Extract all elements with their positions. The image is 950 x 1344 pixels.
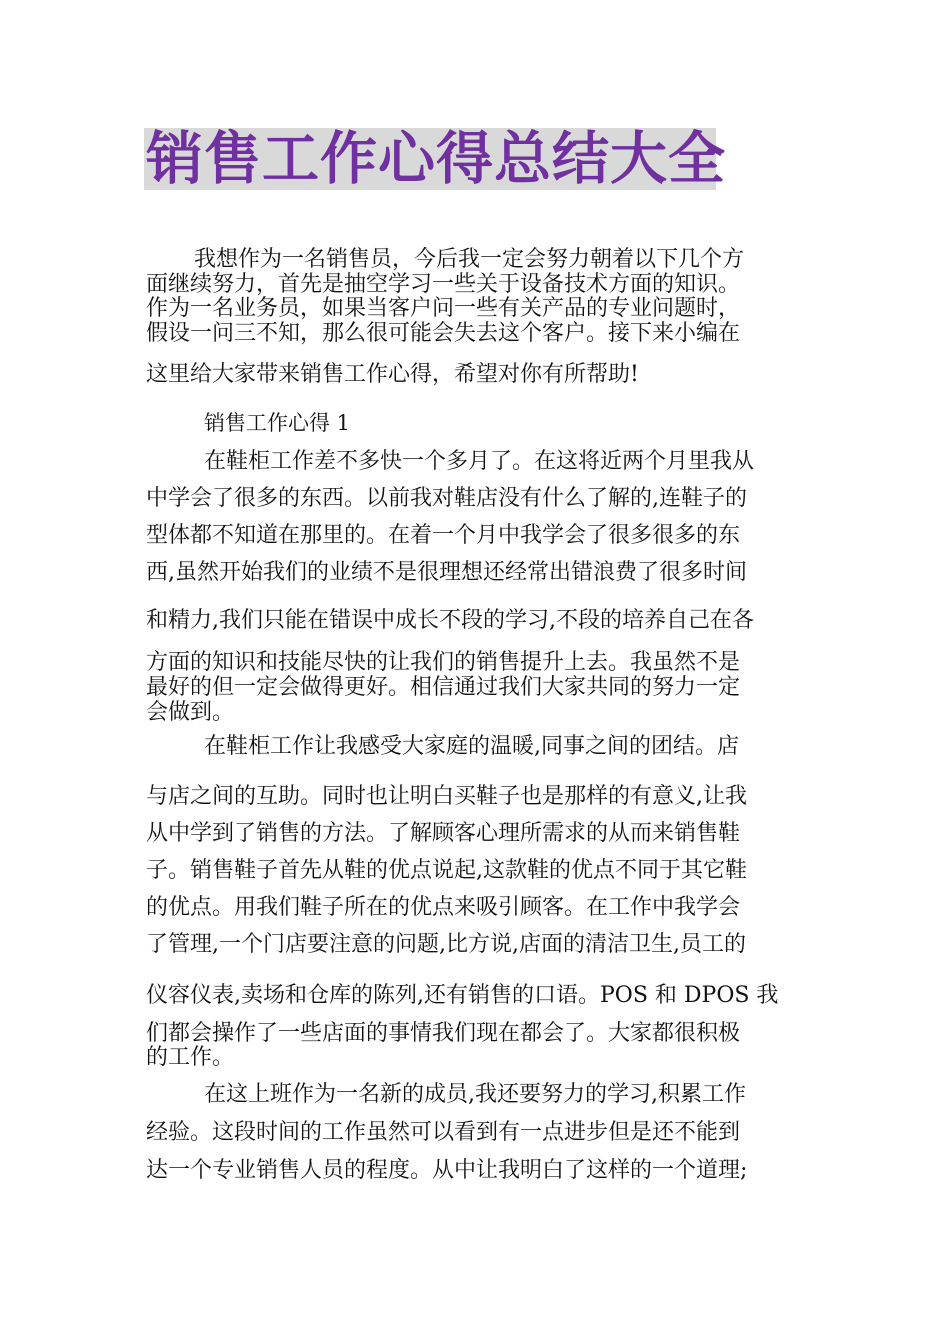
paragraph-line: 的工作。 bbox=[146, 1045, 235, 1070]
intro-line: 我想作为一名销售员，今后我一定会努力朝着以下几个方 bbox=[194, 247, 745, 272]
paragraph-line: 达一个专业销售人员的程度。从中让我明白了这样的一个道理; bbox=[146, 1158, 748, 1183]
paragraph-line: 在鞋柜工作差不多快一个多月了。在这将近两个月里我从 bbox=[204, 449, 755, 474]
paragraph-line: 仪容仪表,卖场和仓库的陈列,还有销售的口语。POS 和 DPOS 我 bbox=[146, 983, 779, 1008]
paragraph-line: 了管理,一个门店要注意的问题,比方说,店面的清洁卫生,员工的 bbox=[146, 932, 746, 957]
intro-line: 假设一问三不知，那么很可能会失去这个客户。接下来小编在 bbox=[146, 321, 741, 346]
paragraph-line: 方面的知识和技能尽快的让我们的销售提升上去。我虽然不是 bbox=[146, 650, 741, 675]
paragraph-line: 与店之间的互助。同时也让明白买鞋子也是那样的有意义,让我 bbox=[146, 784, 747, 809]
paragraph-line: 在这上班作为一名新的成员,我还要努力的学习,积累工作 bbox=[204, 1082, 746, 1107]
paragraph-line: 型体都不知道在那里的。在着一个月中我学会了很多很多的东 bbox=[146, 523, 741, 548]
paragraph-line: 会做到。 bbox=[146, 700, 235, 725]
paragraph-line: 经验。这段时间的工作虽然可以看到有一点进步但是还不能到 bbox=[146, 1120, 741, 1145]
paragraph-line: 的优点。用我们鞋子所在的优点来吸引顾客。在工作中我学会 bbox=[146, 895, 741, 920]
paragraph-line: 西,虽然开始我们的业绩不是很理想还经常出错浪费了很多时间 bbox=[146, 560, 747, 585]
intro-line: 面继续努力，首先是抽空学习一些关于设备技术方面的知识。 bbox=[146, 272, 741, 297]
section-heading: 销售工作心得 1 bbox=[204, 411, 351, 435]
paragraph-line: 子。销售鞋子首先从鞋的优点说起,这款鞋的优点不同于其它鞋 bbox=[146, 858, 747, 883]
paragraph-line: 最好的但一定会做得更好。相信通过我们大家共同的努力一定 bbox=[146, 675, 741, 700]
paragraph-line: 们都会操作了一些店面的事情我们现在都会了。大家都很积极 bbox=[146, 1021, 741, 1046]
paragraph-line: 在鞋柜工作让我感受大家庭的温暖,同事之间的团结。店 bbox=[204, 734, 739, 759]
page-title: 销售工作心得总结大全 bbox=[146, 126, 726, 192]
intro-line: 作为一名业务员，如果当客户问一些有关产品的专业问题时， bbox=[146, 296, 741, 321]
intro-line: 这里给大家带来销售工作心得，希望对你有所帮助! bbox=[146, 362, 639, 387]
paragraph-line: 和精力,我们只能在错误中成长不段的学习,不段的培养自己在各 bbox=[146, 608, 754, 633]
paragraph-line: 中学会了很多的东西。以前我对鞋店没有什么了解的,连鞋子的 bbox=[146, 486, 747, 511]
paragraph-line: 从中学到了销售的方法。了解顾客心理所需求的从而来销售鞋 bbox=[146, 821, 741, 846]
